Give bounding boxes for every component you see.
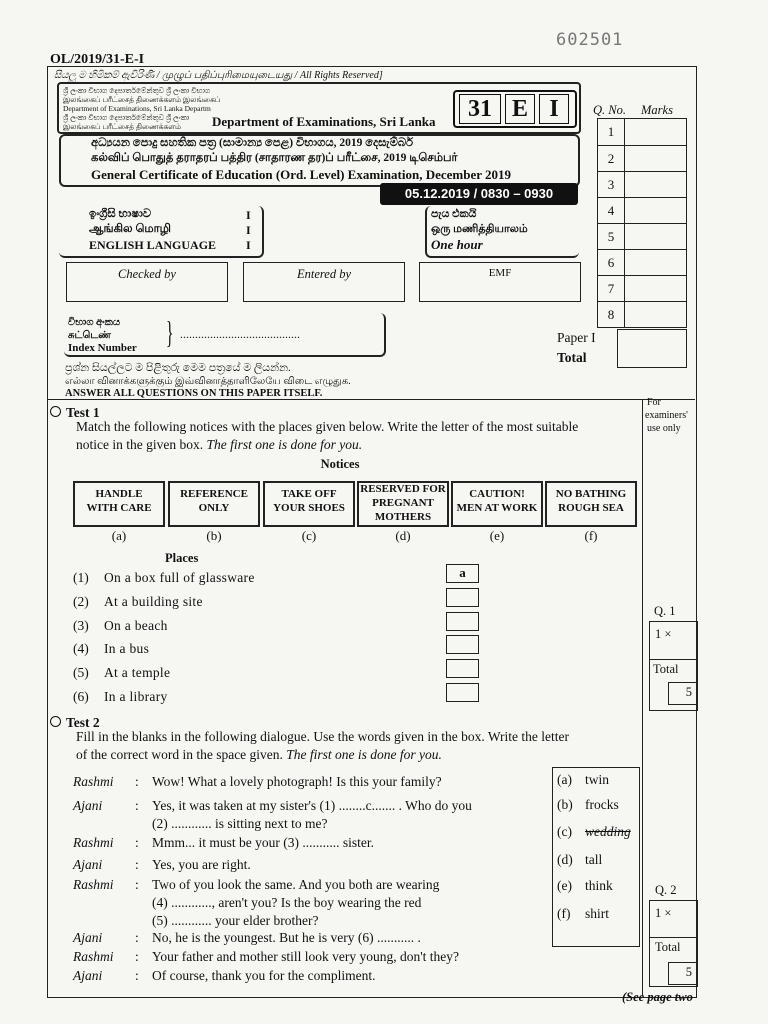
notice-box (263, 481, 355, 527)
speaker-name: Rashmi (73, 949, 114, 964)
notice-box (451, 481, 543, 527)
paper-code: OL/2019/31-E-I (50, 52, 145, 67)
marks-row-input[interactable] (625, 276, 685, 302)
word-option: tall (585, 852, 603, 867)
rights-notice: සියලු ම හිමිකම් ඇවිරිණි / முழுப் பதிப்புரிமையுடையது / All Rights Reserved] (54, 70, 383, 81)
place-text: At a building site (104, 594, 203, 609)
exam-title-en: General Certificate of Education (Ord. Level) Examination, December 2019 (91, 167, 512, 182)
q2-score-box (649, 900, 698, 987)
speaker-name: Rashmi (73, 835, 114, 850)
marks-row-number: 8 (607, 307, 615, 322)
index-number-field[interactable]: ........................................ (180, 327, 300, 341)
q1-divider (650, 659, 697, 660)
subject-en: ENGLISH LANGUAGE (89, 238, 217, 252)
section-divider (47, 399, 695, 400)
word-option: wedding (585, 824, 631, 839)
dialogue-line: (2) ............ is sitting next to me? (152, 816, 328, 831)
speaker-name: Rashmi (73, 774, 114, 789)
marks-row-input[interactable] (625, 146, 685, 172)
marks-row (598, 301, 686, 328)
test1-instruction-2b: The first one is done for you. (206, 437, 363, 452)
q2-total-value: 5 (685, 965, 692, 979)
notice-box (545, 481, 637, 527)
notice-letter: (f) (584, 528, 598, 543)
word-letter: (c) (557, 824, 572, 839)
word-letter: (f) (557, 906, 571, 921)
marks-header: Marks (641, 103, 673, 117)
q1-mult: 1 × (655, 627, 672, 641)
code-paper: I (539, 94, 569, 124)
subject-paper-3: I (246, 238, 251, 252)
dialogue-line: Your father and mother still look very young, don't they? (152, 949, 460, 964)
notice-letter: (e) (489, 528, 505, 543)
entered-by-label: Entered by (296, 267, 352, 281)
q-no-header: Q. No. (593, 103, 626, 117)
word-letter: (a) (557, 772, 572, 787)
place-number: (2) (73, 594, 89, 609)
speaker-colon: : (135, 774, 139, 789)
word-option: frocks (585, 797, 619, 812)
marks-row-input[interactable] (625, 119, 685, 145)
serial-number: 602501 (556, 30, 624, 50)
place-text: In a library (104, 689, 168, 704)
instruction-en: ANSWER ALL QUESTIONS ON THIS PAPER ITSELF. (65, 388, 323, 399)
place-number: (4) (73, 641, 89, 656)
notice-text: RESERVED FOR (360, 483, 446, 495)
page-footer: (See page two (622, 990, 693, 1004)
q2-divider (650, 937, 697, 938)
marks-row (598, 275, 686, 302)
marks-row-number: 1 (607, 124, 615, 139)
word-letter: (b) (557, 797, 573, 812)
exam-title-si: අධ්‍යයන පොදු සහතික පත්‍ර (සාමාන්‍ය පෙළ) විභාගය, 2019 දෙසැම්බර් (91, 137, 414, 149)
notice-box (73, 481, 165, 527)
index-en: Index Number (68, 342, 137, 354)
notice-text: YOUR SHOES (273, 502, 345, 514)
examiner-note-2: examiners' (645, 410, 688, 421)
q2-total-box[interactable] (668, 962, 697, 985)
examiner-note-1: For (647, 397, 661, 408)
place-text: In a bus (104, 641, 150, 656)
total-label: Total (557, 350, 587, 365)
speaker-name: Ajani (73, 968, 103, 983)
notice-text: MOTHERS (374, 511, 432, 523)
notice-letter: (c) (301, 528, 317, 543)
notice-text: REFERENCE (180, 488, 248, 500)
index-brace: } (165, 314, 174, 350)
speaker-name: Ajani (73, 798, 103, 813)
subject-ta: ஆங்கில மொழி (89, 223, 171, 235)
subject-paper-1: I (246, 208, 251, 222)
speaker-name: Ajani (73, 857, 103, 872)
dialogue-line: (5) ............ your elder brother? (152, 913, 319, 928)
speaker-colon: : (135, 949, 139, 964)
q2-total-label: Total (655, 940, 681, 954)
answer-box[interactable] (446, 659, 479, 678)
answer-box[interactable] (446, 635, 479, 654)
place-number: (1) (73, 570, 89, 585)
dept-line: இலங்கைப் பரீட்சைத் திணைக்களம் இலங்கைப் (63, 95, 221, 104)
checked-by-label: Checked by (118, 267, 176, 281)
notice-text: TAKE OFF (281, 488, 337, 500)
test2-instruction-2 (76, 747, 442, 763)
notice-box (168, 481, 260, 527)
place-text: On a box full of glassware (104, 570, 255, 585)
speaker-colon: : (135, 835, 139, 850)
test2-instruction-1: Fill in the blanks in the following dialogue. Use the words given in the box. Write the letter (76, 729, 569, 744)
q1-total-value: 5 (685, 685, 692, 699)
speaker-colon: : (135, 930, 139, 945)
duration-block (425, 206, 579, 258)
marks-row (598, 197, 686, 224)
place-number: (5) (73, 665, 89, 680)
instruction-si: ප්‍රශ්න සියල්ලට ම පිළිතුරු මෙම පත්‍රයේ ම ලියන්න. (65, 362, 291, 374)
marks-row-number: 7 (607, 281, 615, 296)
code-language: E (505, 94, 535, 124)
speaker-name: Ajani (73, 930, 103, 945)
answer-box[interactable] (446, 683, 479, 702)
duration-ta: ஒரு மணித்தியாலம் (431, 223, 528, 235)
place-number: (3) (73, 618, 89, 633)
speaker-colon: : (135, 798, 139, 813)
marks-row (598, 145, 686, 172)
q2-label: Q. 2 (655, 883, 677, 897)
dialogue-line: Yes, it was taken at my sister's (1) ........c....... . Who do you (152, 798, 472, 813)
q1-label: Q. 1 (654, 604, 676, 618)
duration-si: පැය එකයි (431, 208, 477, 220)
paper-i-label: Paper I (557, 330, 596, 345)
q2-mult: 1 × (655, 906, 672, 920)
marks-row-input[interactable] (625, 198, 685, 224)
dialogue-line: Of course, thank you for the compliment. (152, 968, 376, 983)
marks-row (598, 171, 686, 198)
test1-title-text: Test 1 (66, 405, 100, 420)
emf-box[interactable] (419, 262, 581, 302)
bullet-circle-icon (50, 406, 61, 417)
speaker-colon: : (135, 877, 139, 892)
marks-row-number: 6 (607, 255, 615, 270)
exam-title-ta: கல்விப் பொதுத் தராதரப் பத்திர (சாதாரண தர)ப் பரீட்சை, 2019 டிசெம்பர் (91, 152, 458, 164)
marks-row-input[interactable] (625, 172, 685, 198)
notice-letter: (b) (206, 528, 222, 543)
dialogue-line: Yes, you are right. (152, 857, 251, 872)
places-heading: Places (165, 551, 199, 565)
marks-row-number: 5 (607, 229, 615, 244)
subject-si: ඉංග්‍රීසි භාෂාව (89, 208, 152, 220)
subject-code (453, 90, 577, 128)
q1-total-box[interactable] (668, 682, 697, 705)
test2-title-text: Test 2 (66, 715, 100, 730)
word-option: twin (585, 772, 610, 787)
marks-row-input[interactable] (625, 302, 685, 328)
word-letter: (e) (557, 878, 572, 893)
marks-row (598, 119, 686, 145)
marks-row-number: 4 (607, 203, 615, 218)
q1-total-label: Total (653, 662, 679, 676)
marks-row-number: 2 (607, 151, 615, 166)
date-time: 05.12.2019 / 0830 – 0930 (404, 186, 554, 201)
subject-paper-2: I (246, 223, 251, 237)
test2-instruction-2a: of the correct word in the space given. (76, 747, 283, 762)
word-letter: (d) (557, 852, 573, 867)
examiner-note-3: use only (647, 423, 681, 434)
subject-block (59, 206, 264, 258)
word-option: think (585, 878, 613, 893)
speaker-colon: : (135, 857, 139, 872)
place-number: (6) (73, 689, 89, 704)
examiner-column-line (642, 399, 643, 996)
notice-text: WITH CARE (86, 502, 152, 514)
notice-text: CAUTION! (469, 488, 525, 500)
notice-letter: (d) (395, 528, 411, 543)
dept-center-title: Department of Examinations, Sri Lanka (209, 114, 439, 130)
answer-box[interactable] (446, 564, 479, 583)
test1-instruction-1: Match the following notices with the places given below. Write the letter of the most suitable (76, 419, 579, 434)
date-time-bar (380, 183, 578, 205)
dept-line: ශ්‍රී ලංකා විභාග දෙපාර්තමේන්තුව ශ්‍රී ලංකා (63, 113, 190, 122)
answer-box[interactable] (446, 588, 479, 607)
notices-heading: Notices (320, 457, 360, 471)
test1-instruction-2a: notice in the given box. (76, 437, 204, 452)
speaker-colon: : (135, 968, 139, 983)
dialogue-line: No, he is the youngest. But he is very (6) ........... . (152, 930, 421, 945)
dept-line: Department of Examinations, Sri Lanka Departm (63, 104, 211, 113)
notice-letter: (a) (111, 528, 127, 543)
marks-row-input[interactable] (625, 250, 685, 276)
checked-by-box[interactable] (66, 262, 228, 302)
index-number-block (64, 313, 386, 357)
test1-instruction-2 (76, 437, 362, 453)
answer-value: a (459, 565, 466, 580)
marks-row-input[interactable] (625, 224, 685, 250)
notice-text: MEN AT WORK (456, 502, 538, 514)
dialogue-line: Mmm... it must be your (3) ........... sister. (152, 835, 374, 850)
duration-en: One hour (431, 237, 483, 252)
entered-by-box[interactable] (243, 262, 405, 302)
exam-title-block (59, 134, 580, 187)
notice-text: ROUGH SEA (558, 502, 624, 514)
dialogue-line: Wow! What a lovely photograph! Is this your family? (152, 774, 442, 789)
dept-line: இலங்கைப் பரீட்சைத் திணைக்களம் (63, 122, 182, 131)
place-text: On a beach (104, 618, 168, 633)
paper-total-box[interactable] (617, 329, 687, 368)
index-ta: சுட்டெண் (68, 330, 111, 341)
notice-text: ONLY (198, 502, 230, 514)
place-text: At a temple (104, 665, 171, 680)
emf-label: EMF (488, 267, 512, 279)
word-box (552, 767, 640, 947)
dialogue-line: Two of you look the same. And you both are wearing (152, 877, 440, 892)
dialogue-line: (4) ............, aren't you? Is the boy wearing the red (152, 895, 422, 910)
bullet-circle-icon (50, 716, 61, 727)
marks-row (598, 249, 686, 276)
word-option: shirt (585, 906, 610, 921)
notice-text: PREGNANT (372, 497, 434, 509)
dept-line: ශ්‍රී ලංකා විභාග දෙපාර්තමේන්තුව ශ්‍රී ලංකා විභාග (63, 86, 211, 95)
index-si: විභාග අංකය (68, 317, 121, 328)
marks-row-number: 3 (607, 177, 615, 192)
instruction-ta: எல்லா வினாக்களுக்கும் இவ்வினாத்தாளிலேயே விடை எழுதுக. (65, 376, 351, 387)
code-number: 31 (459, 94, 501, 124)
test2-instruction-2b: The first one is done for you. (286, 747, 442, 762)
answer-box[interactable] (446, 612, 479, 631)
notice-box (357, 481, 449, 527)
marks-table (597, 118, 687, 328)
notice-text: HANDLE (95, 488, 143, 500)
speaker-name: Rashmi (73, 877, 114, 892)
marks-row (598, 223, 686, 250)
q1-score-box (649, 621, 698, 711)
notice-text: NO BATHING (555, 488, 627, 500)
